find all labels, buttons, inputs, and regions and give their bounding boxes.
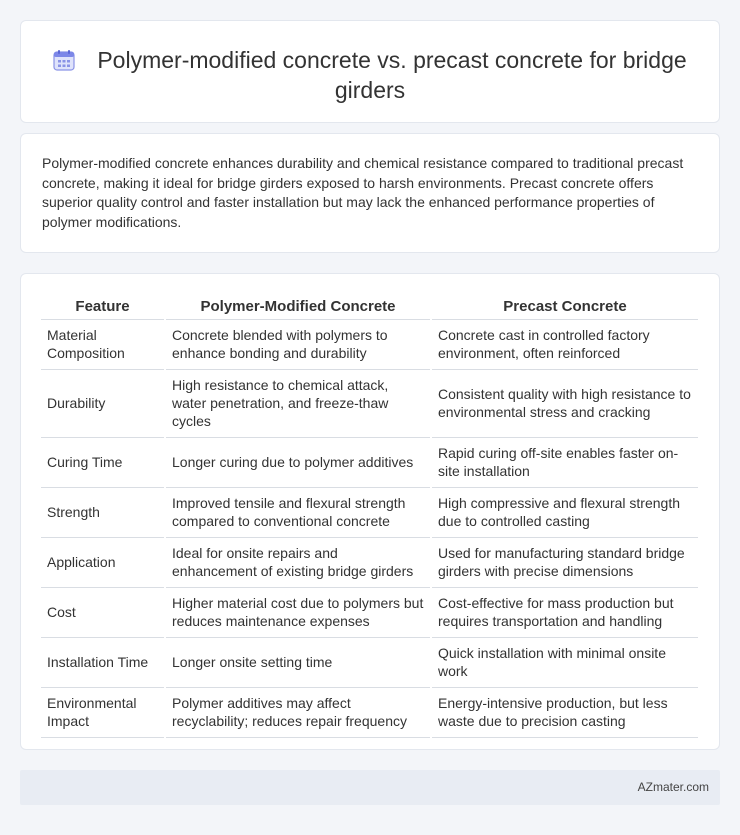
summary-text: Polymer-modified concrete enhances durability and chemical resistance compared to traditional precast concrete, making it ideal for bridge girders exposed to harsh environments. Precast concrete offers superior quality control and faster installation but may lack the enhanced performance properties of polymer modifications. — [42, 155, 684, 230]
row-precast-value: Used for manufacturing standard bridge girders with precise dimensions — [431, 538, 698, 588]
header-precast: Precast Concrete — [431, 294, 698, 320]
title-card — [20, 20, 720, 123]
header-polymer-modified: Polymer-Modified Concrete — [165, 294, 431, 320]
row-precast-value: Quick installation with minimal onsite work — [431, 638, 698, 688]
row-feature: Installation Time — [41, 638, 165, 688]
table-row — [41, 588, 698, 638]
row-precast-value: Consistent quality with high resistance to environmental stress and cracking — [431, 370, 698, 438]
table-row — [41, 488, 698, 538]
row-polymer-value: Concrete blended with polymers to enhance bonding and durability — [165, 320, 431, 370]
row-feature: Cost — [41, 588, 165, 638]
row-polymer-value: Improved tensile and flexural strength compared to conventional concrete — [165, 488, 431, 538]
table-row — [41, 638, 698, 688]
row-precast-value: High compressive and flexural strength due to controlled casting — [431, 488, 698, 538]
summary-card — [20, 133, 720, 253]
calendar-icon — [53, 49, 75, 71]
row-feature: Strength — [41, 488, 165, 538]
table-row — [41, 370, 698, 438]
comparison-table-card — [20, 273, 720, 750]
row-polymer-value: Polymer additives may affect recyclability; reduces repair frequency — [165, 688, 431, 738]
table-row — [41, 320, 698, 370]
comparison-table — [41, 294, 698, 738]
row-precast-value: Concrete cast in controlled factory environment, often reinforced — [431, 320, 698, 370]
row-feature: Curing Time — [41, 438, 165, 488]
page-title: Polymer-modified concrete vs. precast concrete for bridge girders — [97, 47, 687, 103]
row-polymer-value: Higher material cost due to polymers but reduces maintenance expenses — [165, 588, 431, 638]
row-feature: Durability — [41, 370, 165, 438]
row-feature: Environmental Impact — [41, 688, 165, 738]
header-feature: Feature — [41, 294, 165, 320]
row-feature: Material Composition — [41, 320, 165, 370]
table-row — [41, 538, 698, 588]
footer-site-link[interactable]: AZmater.com — [637, 780, 709, 794]
table-row — [41, 438, 698, 488]
page-title-wrap — [21, 45, 719, 105]
footer-bar — [20, 770, 720, 805]
row-precast-value: Rapid curing off-site enables faster on-site installation — [431, 438, 698, 488]
row-precast-value: Energy-intensive production, but less waste due to precision casting — [431, 688, 698, 738]
table-row — [41, 688, 698, 738]
row-precast-value: Cost-effective for mass production but requires transportation and handling — [431, 588, 698, 638]
row-polymer-value: Ideal for onsite repairs and enhancement of existing bridge girders — [165, 538, 431, 588]
row-feature: Application — [41, 538, 165, 588]
table-header-row — [41, 294, 698, 320]
row-polymer-value: High resistance to chemical attack, water penetration, and freeze-thaw cycles — [165, 370, 431, 438]
row-polymer-value: Longer curing due to polymer additives — [165, 438, 431, 488]
row-polymer-value: Longer onsite setting time — [165, 638, 431, 688]
